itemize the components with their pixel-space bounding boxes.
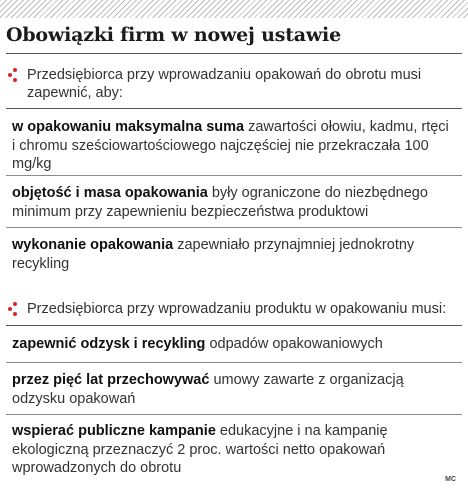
item-divider [6, 175, 462, 176]
item-text: zawartości ołowiu, kadmu, rtęci i chromu sześciowartościowego najczęściej nie przekraczała 100 mg/kg [12, 119, 449, 172]
red-dots-bullet-icon [8, 68, 22, 82]
item-divider [6, 414, 462, 415]
item-bold-lead: wykonanie opakowania [12, 237, 174, 253]
item-text: zapewniało przynajmniej jednokrotny recykling [12, 237, 415, 272]
item-divider [6, 362, 462, 363]
section-2-item-3 [12, 422, 452, 478]
item-divider [6, 227, 462, 228]
section-2-item-2 [12, 371, 452, 408]
item-text: odpadów opakowaniowych [205, 336, 383, 352]
decorative-hatch-band [0, 0, 468, 18]
item-text: były ograniczone do niezbędnego minimum przy zapewnieniu bezpieczeństwa produktowi [12, 185, 428, 220]
item-bold-lead: przez pięć lat przechowywać [12, 372, 210, 388]
red-dots-bullet-icon [8, 302, 22, 316]
section-1-item-2 [12, 184, 452, 221]
item-bold-lead: zapewnić odzysk i recykling [12, 336, 206, 352]
item-bold-lead: objętość i masa opakowania [12, 185, 208, 201]
section-1-item-1 [12, 118, 452, 174]
item-text: umowy zawarte z organizacją odzysku opakowań [12, 372, 404, 407]
item-bold-lead: wspierać publiczne kampanie [12, 423, 216, 439]
item-text: edukacyjne i na kampanię ekologiczną przeznaczyć 2 proc. wartości netto opakowań wprowadzonych do obrotu [12, 423, 388, 476]
section-1-divider [6, 108, 462, 109]
item-bold-lead: w opakowaniu maksymalna suma [12, 119, 245, 135]
page-title: Obowiązki firm w nowej ustawie [6, 24, 341, 46]
section-2-intro: Przedsiębiorca przy wprowadzaniu produktu w opakowaniu musi: [6, 300, 456, 318]
section-2-item-1 [12, 335, 452, 354]
credit-label: MC [445, 476, 456, 483]
section-2-divider [6, 325, 462, 326]
section-1-intro: Przedsiębiorca przy wprowadzaniu opakowań do obrotu musi zapewnić, aby: [6, 66, 456, 102]
title-divider [6, 53, 462, 54]
section-1-item-3 [12, 236, 452, 273]
